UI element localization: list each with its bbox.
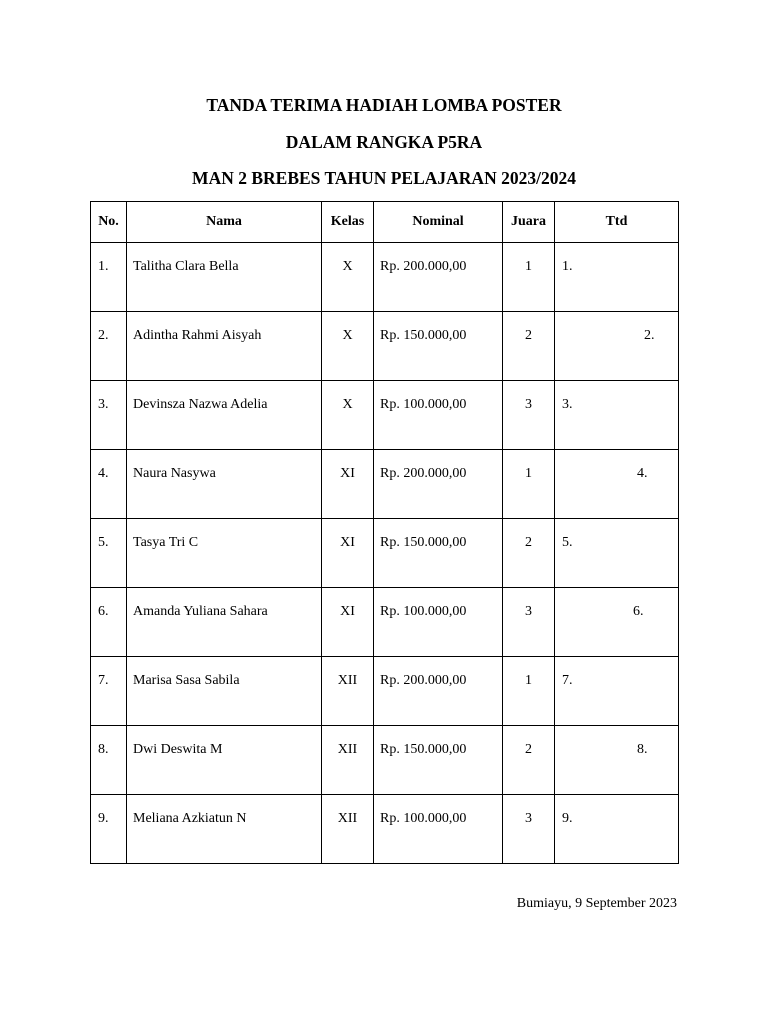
signature-slot-number: 4. [637, 466, 648, 481]
cell-ttd [555, 243, 679, 312]
cell-juara: 3 [503, 795, 555, 864]
cell-nominal: Rp. 200.000,00 [374, 243, 503, 312]
cell-kelas: XI [322, 519, 374, 588]
column-header-ttd: Ttd [555, 202, 679, 243]
cell-ttd [555, 726, 679, 795]
cell-nama: Adintha Rahmi Aisyah [127, 312, 322, 381]
cell-ttd [555, 795, 679, 864]
cell-ttd [555, 312, 679, 381]
cell-juara: 2 [503, 312, 555, 381]
cell-no: 7. [91, 657, 127, 726]
table-row [91, 519, 679, 588]
cell-kelas: XI [322, 588, 374, 657]
cell-nominal: Rp. 100.000,00 [374, 795, 503, 864]
table-row [91, 726, 679, 795]
cell-kelas: XII [322, 795, 374, 864]
cell-juara: 2 [503, 519, 555, 588]
cell-nama: Dwi Deswita M [127, 726, 322, 795]
table-row [91, 381, 679, 450]
cell-no: 1. [91, 243, 127, 312]
document-title-line-2: DALAM RANGKA P5RA [285, 132, 483, 152]
cell-juara: 1 [503, 450, 555, 519]
cell-ttd [555, 519, 679, 588]
table-row [91, 243, 679, 312]
cell-nama: Devinsza Nazwa Adelia [127, 381, 322, 450]
cell-no: 4. [91, 450, 127, 519]
cell-nominal: Rp. 200.000,00 [374, 657, 503, 726]
table-row [91, 588, 679, 657]
place-date: Bumiayu, 9 September 2023 [516, 896, 677, 911]
cell-no: 5. [91, 519, 127, 588]
cell-no: 8. [91, 726, 127, 795]
cell-nama: Naura Nasywa [127, 450, 322, 519]
cell-juara: 3 [503, 588, 555, 657]
cell-nama: Marisa Sasa Sabila [127, 657, 322, 726]
signature-slot-number: 9. [562, 811, 573, 826]
column-header-no: No. [91, 202, 127, 243]
receipt-table [90, 201, 679, 864]
cell-nominal: Rp. 100.000,00 [374, 381, 503, 450]
cell-ttd [555, 381, 679, 450]
signature-slot-number: 1. [562, 259, 573, 274]
cell-kelas: X [322, 312, 374, 381]
signature-slot-number: 2. [644, 328, 655, 343]
cell-kelas: XII [322, 657, 374, 726]
document-title-line-1: TANDA TERIMA HADIAH LOMBA POSTER [206, 95, 562, 115]
cell-nominal: Rp. 150.000,00 [374, 519, 503, 588]
document-title-line-3: MAN 2 BREBES TAHUN PELAJARAN 2023/2024 [192, 168, 576, 188]
table-row [91, 450, 679, 519]
cell-ttd [555, 450, 679, 519]
cell-kelas: XI [322, 450, 374, 519]
cell-juara: 1 [503, 657, 555, 726]
table-header-row [91, 202, 679, 243]
cell-juara: 3 [503, 381, 555, 450]
cell-juara: 2 [503, 726, 555, 795]
cell-no: 2. [91, 312, 127, 381]
column-header-nominal: Nominal [374, 202, 503, 243]
cell-kelas: X [322, 243, 374, 312]
cell-no: 9. [91, 795, 127, 864]
cell-kelas: X [322, 381, 374, 450]
signature-slot-number: 7. [562, 673, 573, 688]
signature-slot-number: 6. [633, 604, 644, 619]
cell-nama: Meliana Azkiatun N [127, 795, 322, 864]
cell-ttd [555, 657, 679, 726]
cell-nominal: Rp. 100.000,00 [374, 588, 503, 657]
cell-no: 3. [91, 381, 127, 450]
cell-kelas: XII [322, 726, 374, 795]
cell-no: 6. [91, 588, 127, 657]
signature-slot-number: 3. [562, 397, 573, 412]
column-header-juara: Juara [503, 202, 555, 243]
signature-slot-number: 8. [637, 742, 648, 757]
cell-nama: Amanda Yuliana Sahara [127, 588, 322, 657]
table-row [91, 312, 679, 381]
cell-nominal: Rp. 150.000,00 [374, 312, 503, 381]
cell-nama: Tasya Tri C [127, 519, 322, 588]
column-header-kelas: Kelas [322, 202, 374, 243]
table-row [91, 795, 679, 864]
table-row [91, 657, 679, 726]
signature-slot-number: 5. [562, 535, 573, 550]
cell-juara: 1 [503, 243, 555, 312]
column-header-nama: Nama [127, 202, 322, 243]
cell-nominal: Rp. 150.000,00 [374, 726, 503, 795]
cell-ttd [555, 588, 679, 657]
cell-nominal: Rp. 200.000,00 [374, 450, 503, 519]
cell-nama: Talitha Clara Bella [127, 243, 322, 312]
